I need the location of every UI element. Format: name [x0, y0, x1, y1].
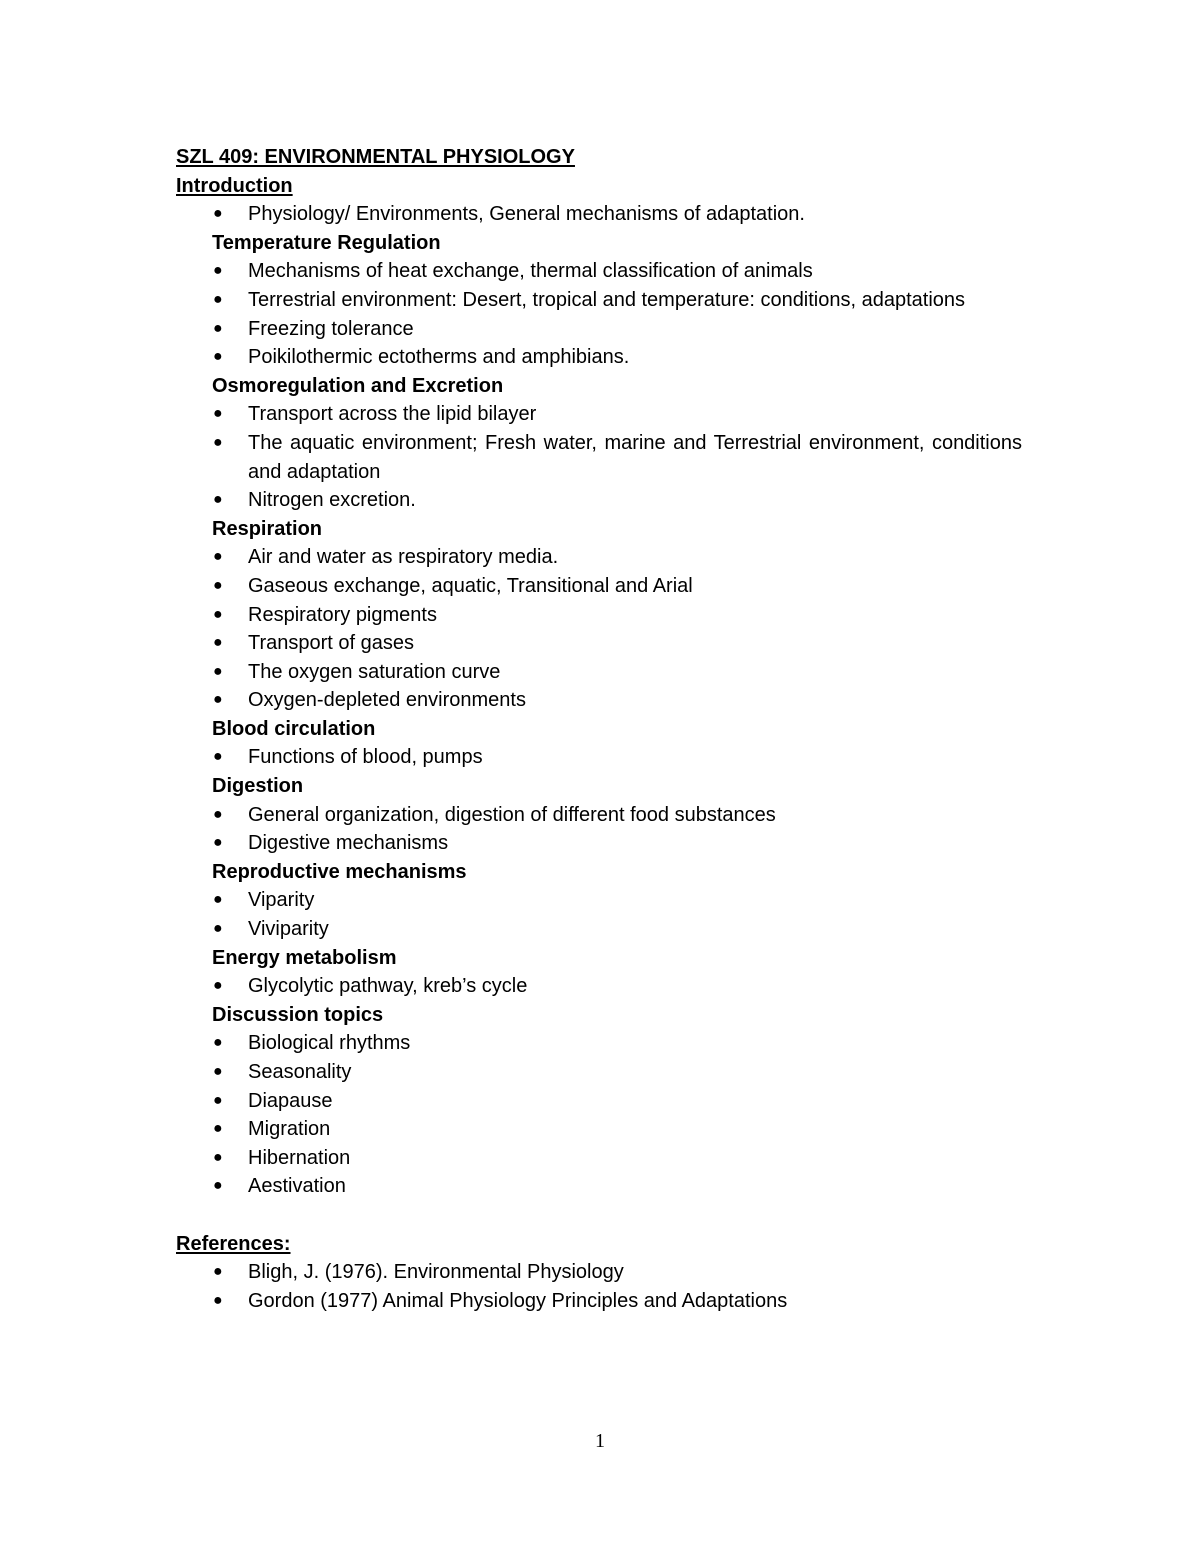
list-item — [176, 543, 1022, 572]
section-list — [176, 743, 1022, 772]
syllabus-section — [176, 515, 1022, 715]
list-item — [176, 629, 1022, 658]
syllabus-section — [176, 944, 1022, 1001]
list-item-text: Transport across the lipid bilayer — [248, 403, 537, 426]
list-item-text: Physiology/ Environments, General mechanisms of adaptation. — [248, 203, 805, 226]
intro-heading: Introduction — [176, 174, 293, 197]
list-item-text: Migration — [248, 1118, 331, 1141]
list-item — [176, 315, 1022, 344]
bullet-icon: ● — [213, 805, 223, 823]
syllabus-section — [176, 1001, 1022, 1201]
list-item-text: Aestivation — [248, 1175, 346, 1198]
list-item-text: Seasonality — [248, 1061, 352, 1083]
list-item-text: Gordon (1977) Animal Physiology Principles and Adaptations — [248, 1289, 788, 1312]
syllabus-section — [176, 858, 1022, 944]
list-item-text: Transport of gases — [248, 632, 415, 655]
list-item-text: Digestive mechanisms — [248, 832, 449, 855]
list-item — [176, 1172, 1022, 1201]
list-item — [176, 1029, 1022, 1058]
list-item — [176, 1115, 1022, 1144]
list-item — [176, 886, 1022, 915]
syllabus-section — [176, 772, 1022, 858]
list-item — [176, 601, 1022, 630]
list-item-text: Functions of blood, pumps — [248, 746, 483, 769]
bullet-icon: ● — [213, 605, 223, 623]
bullet-icon: ● — [213, 319, 223, 337]
list-item — [176, 915, 1022, 944]
section-list — [176, 400, 1022, 514]
bullet-icon: ● — [213, 262, 223, 280]
references-list — [176, 1258, 1022, 1315]
list-item-text: General organization, digestion of different food substances — [248, 803, 776, 826]
section-heading: Temperature Regulation — [212, 231, 441, 254]
list-item-text: Respiratory pigments — [248, 603, 437, 626]
intro-list — [176, 200, 1022, 229]
bullet-icon: ● — [213, 977, 223, 995]
page-number: 1 — [595, 1430, 605, 1452]
bullet-icon: ● — [213, 1263, 223, 1281]
list-item — [176, 801, 1022, 830]
list-item-text: The aquatic environment; Fresh water, marine and Terrestrial environment, conditions and adaptation — [248, 431, 1022, 483]
bullet-icon: ● — [213, 290, 223, 308]
list-item — [176, 1144, 1022, 1173]
syllabus-section — [176, 372, 1022, 515]
bullet-icon: ● — [213, 205, 223, 223]
list-item-text: Glycolytic pathway, kreb’s cycle — [248, 975, 528, 998]
section-heading: Energy metabolism — [212, 946, 397, 969]
list-item — [176, 286, 1022, 315]
bullet-icon: ● — [213, 1291, 223, 1309]
bullet-icon: ● — [213, 548, 223, 566]
bullet-icon: ● — [213, 1063, 223, 1080]
reference-item — [176, 1258, 1022, 1287]
list-item-text: Biological rhythms — [248, 1032, 411, 1055]
section-heading: Blood circulation — [212, 717, 376, 740]
bullet-icon: ● — [213, 1034, 223, 1052]
bullet-icon: ● — [213, 920, 223, 938]
list-item-text: Bligh, J. (1976). Environmental Physiology — [248, 1261, 624, 1284]
list-item — [176, 686, 1022, 715]
list-item-text: Terrestrial environment: Desert, tropical and temperature: conditions, adaptations — [248, 288, 966, 311]
list-item-text: Freezing tolerance — [248, 317, 414, 340]
reference-item — [176, 1287, 1022, 1316]
list-item-text: Hibernation — [248, 1146, 351, 1169]
syllabus-section — [176, 229, 1022, 372]
list-item — [176, 1087, 1022, 1116]
list-item — [176, 743, 1022, 772]
bullet-icon: ● — [213, 834, 223, 852]
bullet-icon: ● — [213, 634, 223, 652]
list-item — [176, 1058, 1022, 1087]
section-list — [176, 886, 1022, 943]
list-item — [176, 257, 1022, 286]
list-item-text: Poikilothermic ectotherms and amphibians. — [248, 346, 630, 369]
list-item — [176, 972, 1022, 1001]
bullet-icon: ● — [213, 491, 223, 509]
bullet-icon: ● — [213, 891, 223, 909]
bullet-icon: ● — [213, 748, 223, 766]
course-title: SZL 409: ENVIRONMENTAL PHYSIOLOGY — [176, 146, 575, 168]
list-item-text: Oxygen-depleted environments — [248, 689, 526, 712]
bullet-icon: ● — [213, 1120, 223, 1138]
section-heading: Respiration — [212, 517, 323, 540]
section-heading: Discussion topics — [212, 1003, 384, 1026]
list-item — [176, 486, 1022, 515]
list-item — [176, 829, 1022, 858]
list-item — [176, 429, 1022, 486]
list-item-text: Viviparity — [248, 918, 329, 941]
bullet-icon: ● — [213, 691, 223, 709]
list-item-text: Nitrogen excretion. — [248, 489, 416, 512]
section-list — [176, 257, 1022, 371]
sections-container — [176, 229, 1022, 1201]
section-list — [176, 1029, 1022, 1201]
list-item — [176, 343, 1022, 372]
bullet-icon: ● — [213, 1148, 223, 1166]
bullet-icon: ● — [213, 433, 223, 451]
bullet-icon: ● — [213, 576, 223, 594]
section-list — [176, 972, 1022, 1001]
section-heading: Osmoregulation and Excretion — [212, 374, 504, 397]
bullet-icon: ● — [213, 1177, 223, 1195]
list-item — [176, 400, 1022, 429]
section-heading: Reproductive mechanisms — [212, 860, 467, 883]
document-body — [176, 143, 1022, 1315]
list-item-text: Mechanisms of heat exchange, thermal classification of animals — [248, 260, 813, 283]
intro-list-item — [176, 200, 1022, 229]
list-item — [176, 572, 1022, 601]
list-item-text: Diapause — [248, 1089, 333, 1112]
list-item — [176, 658, 1022, 687]
syllabus-section — [176, 715, 1022, 772]
bullet-icon: ● — [213, 662, 223, 680]
list-item-text: The oxygen saturation curve — [248, 660, 501, 683]
references-heading: References: — [176, 1232, 291, 1255]
bullet-icon: ● — [213, 348, 223, 366]
bullet-icon: ● — [213, 1091, 223, 1109]
list-item-text: Gaseous exchange, aquatic, Transitional and Arial — [248, 574, 693, 597]
bullet-icon: ● — [213, 405, 223, 423]
section-list — [176, 801, 1022, 858]
list-item-text: Viparity — [248, 889, 315, 912]
list-item-text: Air and water as respiratory media. — [248, 546, 559, 569]
section-heading: Digestion — [212, 775, 304, 798]
blank-line — [176, 1201, 1022, 1230]
section-list — [176, 543, 1022, 715]
